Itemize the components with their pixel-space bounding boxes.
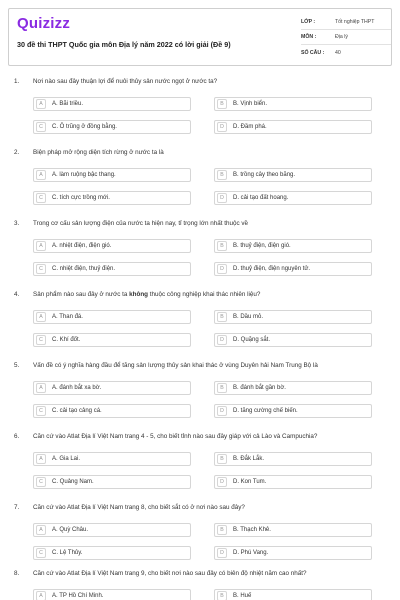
question-6 bbox=[0, 433, 400, 503]
option-letter: C bbox=[36, 406, 46, 416]
option-c[interactable] bbox=[33, 404, 191, 418]
option-text: A. làm ruộng bậc thang. bbox=[52, 172, 116, 178]
option-d[interactable] bbox=[214, 546, 372, 560]
option-letter: C bbox=[36, 264, 46, 274]
option-text: B. Đắk Lắk. bbox=[233, 456, 265, 462]
option-letter: B bbox=[217, 312, 227, 322]
option-letter: A bbox=[36, 591, 46, 600]
option-d[interactable] bbox=[214, 262, 372, 276]
option-letter: A bbox=[36, 99, 46, 109]
option-text: A. TP Hồ Chí Minh. bbox=[52, 593, 104, 599]
option-text: B. đánh bắt gần bờ. bbox=[233, 385, 286, 391]
meta-row-subject bbox=[301, 30, 391, 45]
question-text: Nơi nào sau đây thuận lợi để nuôi thủy sản nước ngọt ở nước ta? bbox=[33, 78, 218, 85]
option-letter: D bbox=[217, 477, 227, 487]
option-letter: D bbox=[217, 122, 227, 132]
meta-label: LỚP : bbox=[301, 19, 316, 25]
question-text: Biện pháp mở rộng diện tích rừng ở nước ta là bbox=[33, 149, 164, 156]
question-text-part: thuộc công nghiệp khai thác nhiên liệu? bbox=[148, 291, 261, 298]
question-text: Vấn đề có ý nghĩa hàng đầu để tăng sản lượng thủy sản khai thác ở vùng Duyên hải Nam Trung Bộ là bbox=[33, 362, 318, 369]
question-text: Căn cứ vào Atlat Địa lí Việt Nam trang 8, cho biết sắt có ở nơi nào sau đây? bbox=[33, 504, 245, 511]
option-d[interactable] bbox=[214, 333, 372, 347]
option-letter: B bbox=[217, 99, 227, 109]
option-a[interactable] bbox=[33, 239, 191, 253]
meta-value: 40 bbox=[335, 49, 341, 56]
question-5 bbox=[0, 362, 400, 432]
question-number: 5. bbox=[14, 362, 20, 369]
option-text: C. cải tạo cảng cá. bbox=[52, 408, 102, 414]
option-b[interactable] bbox=[214, 589, 372, 600]
question-number: 6. bbox=[14, 433, 20, 440]
option-letter: B bbox=[217, 170, 227, 180]
option-letter: A bbox=[36, 312, 46, 322]
option-letter: A bbox=[36, 383, 46, 393]
option-letter: B bbox=[217, 525, 227, 535]
option-letter: D bbox=[217, 193, 227, 203]
option-letter: C bbox=[36, 477, 46, 487]
option-b[interactable] bbox=[214, 381, 372, 395]
option-letter: D bbox=[217, 335, 227, 345]
option-text: C. nhiệt điện, thuỷ điện. bbox=[52, 266, 116, 272]
option-text: B. Vịnh biển. bbox=[233, 101, 268, 107]
option-text: B. trồng cây theo băng. bbox=[233, 172, 296, 178]
option-text: A. Than đá. bbox=[52, 314, 83, 320]
question-4 bbox=[0, 291, 400, 361]
option-a[interactable] bbox=[33, 589, 191, 600]
option-text: C. Lệ Thủy. bbox=[52, 550, 83, 556]
worksheet-meta bbox=[301, 15, 391, 60]
option-text: D. Quặng sắt. bbox=[233, 337, 271, 343]
option-letter: D bbox=[217, 548, 227, 558]
question-text bbox=[33, 291, 388, 298]
option-d[interactable] bbox=[214, 404, 372, 418]
option-text: D. Đầm phá. bbox=[233, 124, 267, 130]
question-text: Căn cứ vào Atlat Địa lí Việt Nam trang 9, cho biết nơi nào sau đây có biên độ nhiệt năm cao nhất? bbox=[33, 570, 307, 577]
option-letter: C bbox=[36, 122, 46, 132]
option-letter: B bbox=[217, 591, 227, 600]
question-1 bbox=[0, 78, 400, 148]
question-number: 2. bbox=[14, 149, 20, 156]
question-number: 4. bbox=[14, 291, 20, 298]
meta-value: Tốt nghiệp THPT bbox=[335, 19, 375, 25]
question-text: Trong cơ cấu sản lượng điện của nước ta hiện nay, tỉ trọng lớn nhất thuộc về bbox=[33, 220, 249, 227]
question-number: 7. bbox=[14, 504, 20, 511]
meta-row-class bbox=[301, 15, 391, 30]
option-b[interactable] bbox=[214, 168, 372, 182]
question-2 bbox=[0, 149, 400, 219]
option-text: A. đánh bắt xa bờ. bbox=[52, 385, 102, 391]
option-text: C. Quảng Nam. bbox=[52, 479, 94, 485]
option-a[interactable] bbox=[33, 310, 191, 324]
option-text: A. Quỳ Châu. bbox=[52, 527, 89, 533]
worksheet-title: 30 đề thi THPT Quốc gia môn Địa lý năm 2022 có lời giải (Đề 9) bbox=[17, 40, 231, 49]
option-a[interactable] bbox=[33, 168, 191, 182]
option-letter: D bbox=[217, 264, 227, 274]
option-letter: A bbox=[36, 454, 46, 464]
option-letter: B bbox=[217, 454, 227, 464]
option-c[interactable] bbox=[33, 333, 191, 347]
worksheet-header bbox=[8, 8, 392, 66]
option-text: B. Huế bbox=[233, 593, 252, 599]
option-letter: D bbox=[217, 406, 227, 416]
option-a[interactable] bbox=[33, 452, 191, 466]
option-c[interactable] bbox=[33, 546, 191, 560]
question-7 bbox=[0, 504, 400, 574]
option-c[interactable] bbox=[33, 262, 191, 276]
question-number: 8. bbox=[14, 570, 20, 577]
option-text: B. Thạch Khê. bbox=[233, 527, 271, 533]
option-text: D. Kon Tum. bbox=[233, 479, 267, 485]
option-text: C. Ô trũng ở đồng bằng. bbox=[52, 124, 117, 130]
option-text: D. cải tạo đất hoang. bbox=[233, 195, 289, 201]
option-text: D. thuỷ điện, điện nguyên tử. bbox=[233, 266, 311, 272]
question-number: 1. bbox=[14, 78, 20, 85]
option-a[interactable] bbox=[33, 97, 191, 111]
option-letter: B bbox=[217, 241, 227, 251]
option-b[interactable] bbox=[214, 97, 372, 111]
option-b[interactable] bbox=[214, 452, 372, 466]
option-letter: A bbox=[36, 170, 46, 180]
question-3 bbox=[0, 220, 400, 290]
option-text: B. thuỷ điện, điện gió. bbox=[233, 243, 291, 249]
option-c[interactable] bbox=[33, 120, 191, 134]
question-text-part: Sản phẩm nào sau đây ở nước ta bbox=[33, 291, 130, 298]
option-letter: A bbox=[36, 241, 46, 251]
option-b[interactable] bbox=[214, 310, 372, 324]
option-a[interactable] bbox=[33, 523, 191, 537]
meta-row-count bbox=[301, 45, 391, 60]
question-8 bbox=[0, 570, 400, 600]
option-d[interactable] bbox=[214, 120, 372, 134]
option-letter: C bbox=[36, 335, 46, 345]
option-letter: A bbox=[36, 525, 46, 535]
question-text: Căn cứ vào Atlat Địa lí Việt Nam trang 4 - 5, cho biết tỉnh nào sau đây giáp với cả Lào và Campuchia? bbox=[33, 433, 318, 440]
option-c[interactable] bbox=[33, 191, 191, 205]
option-c[interactable] bbox=[33, 475, 191, 489]
option-text: D. tăng cường chế biến. bbox=[233, 408, 298, 414]
meta-label: SỐ CÂU : bbox=[301, 49, 325, 56]
meta-label: MÔN : bbox=[301, 34, 317, 40]
option-d[interactable] bbox=[214, 475, 372, 489]
option-a[interactable] bbox=[33, 381, 191, 395]
option-d[interactable] bbox=[214, 191, 372, 205]
question-negation-word: không bbox=[129, 291, 149, 298]
option-text: C. Khí đốt. bbox=[52, 337, 81, 343]
option-letter: C bbox=[36, 548, 46, 558]
option-b[interactable] bbox=[214, 523, 372, 537]
option-letter: C bbox=[36, 193, 46, 203]
quizizz-logo[interactable]: Quizizz bbox=[17, 15, 71, 32]
option-text: C. tích cực trồng mới. bbox=[52, 195, 110, 201]
option-text: A. Bãi triều. bbox=[52, 101, 84, 107]
option-letter: B bbox=[217, 383, 227, 393]
option-text: A. nhiệt điện, điện gió. bbox=[52, 243, 112, 249]
question-number: 3. bbox=[14, 220, 20, 227]
option-text: D. Phú Vang. bbox=[233, 550, 269, 556]
option-b[interactable] bbox=[214, 239, 372, 253]
option-text: A. Gia Lai. bbox=[52, 456, 81, 462]
meta-value: Địa lý bbox=[335, 34, 348, 40]
option-text: B. Dầu mỏ. bbox=[233, 314, 264, 320]
